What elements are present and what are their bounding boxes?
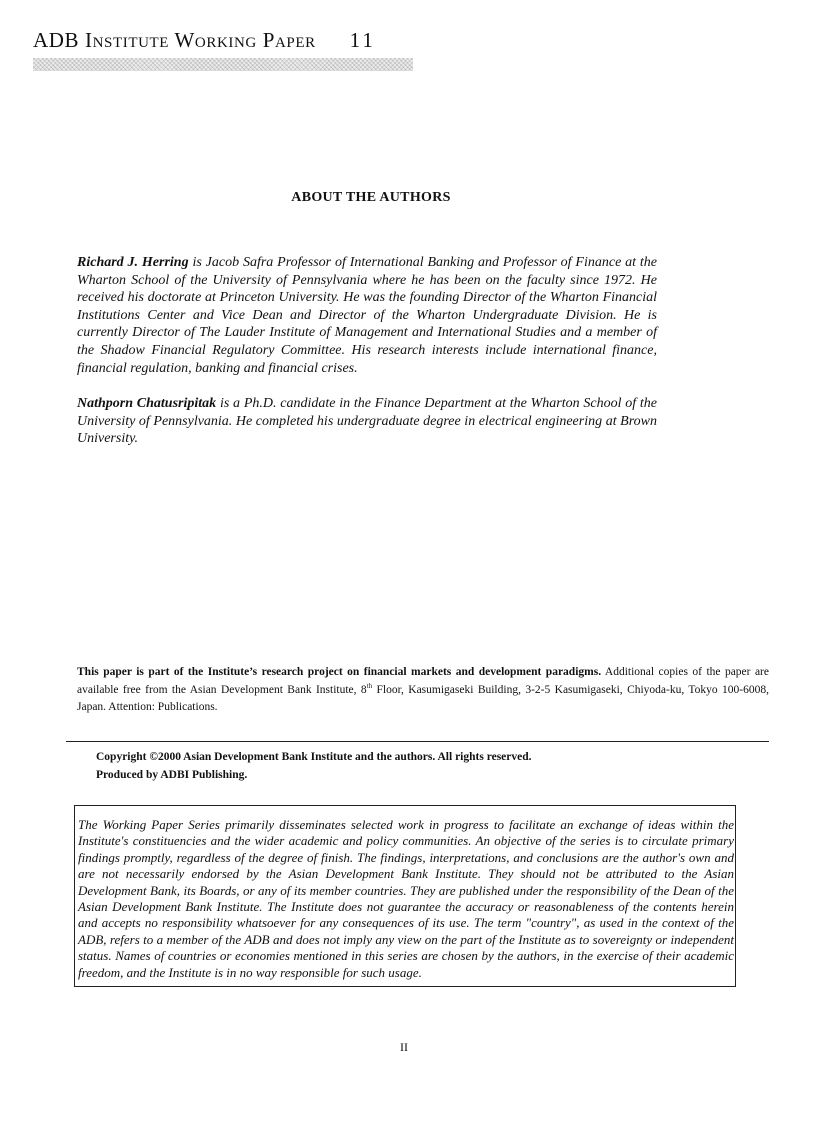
copyright-notice (96, 748, 532, 784)
author-bio-text: is a Ph.D. candidate in the Finance Department at the Wharton School of the University of Pennsylvania. He completed his undergraduate degree in electrical engineering at Brown University. (77, 396, 658, 447)
project-note-address: Floor, Kasumigaseki Building, 3-2-5 Kasumigaseki, Chiyoda-ku, Tokyo 100-6008, Japan. Attention: Publications. (77, 683, 770, 713)
series-name: Institute Working Paper (85, 28, 316, 52)
project-note-text: Additional copies of the paper are available free from the Asian Development Bank Institute, 8 (77, 666, 769, 696)
project-note (77, 664, 769, 717)
page-title: ABOUT THE AUTHORS (291, 190, 451, 205)
author-bio (77, 395, 657, 448)
divider (66, 741, 769, 742)
project-note-lead: This paper is part of the Institute’s research project on financial markets and development paradigms. (77, 666, 602, 678)
copyright-line: Copyright ©2000 Asian Development Bank Institute and the authors. All rights reserved. (96, 751, 532, 763)
header-pattern-bar (33, 58, 413, 71)
author-bio (77, 254, 657, 377)
series-header (33, 30, 376, 51)
author-bio-text: is Jacob Safra Professor of International Banking and Professor of Finance at the Wharton School of the University of Pennsylvania where he has been on the faculty since 1972. He received his doctorate at Princeton University. He was the founding Director of the Wharton Financial Institutions Center and Vice Dean and Director of the Wharton Undergraduate Division. He is currently Director of The Lauder Institute of Management and International Studies and a member of the Shadow Financial Regulatory Committee. His research interests include international finance, financial regulation, banking and financial crises. (77, 255, 658, 376)
author-name: Richard J. Herring (77, 255, 189, 270)
disclaimer-text: The Working Paper Series primarily disseminates selected work in progress to facilitate an exchange of ideas within the Institute's constituencies and the wider academic and policy communities. An objective of the series is to circulate primary findings promptly, regardless of the degree of finish. The findings, interpretations, and conclusions are the author's own and are not necessarily endorsed by the Asian Development Bank Institute. They should not be attributed to the Asian Development Bank, its Boards, or any of its member countries. They are published under the responsibility of the Dean of the Asian Development Bank Institute. The Institute does not guarantee the accuracy or reasonableness of the contents herein and accepts no responsibility whatsoever for any consequences of its use. The term "country", as used in the context of the ADB, refers to a member of the ADB and does not imply any view on the part of the Institute as to sovereignty or independent status. Names of countries or economies mentioned in this series are chosen by the authors, in the exercise of their academic freedom, and the Institute is in no way responsible for such usage. (78, 817, 734, 980)
publisher-line: Produced by ADBI Publishing. (96, 769, 248, 781)
series-initials: ADB (33, 28, 80, 52)
author-name: Nathporn Chatusripitak (77, 396, 217, 411)
paper-number: 11 (349, 28, 376, 52)
page-number: II (400, 1040, 408, 1054)
ordinal-suffix: th (366, 681, 373, 690)
